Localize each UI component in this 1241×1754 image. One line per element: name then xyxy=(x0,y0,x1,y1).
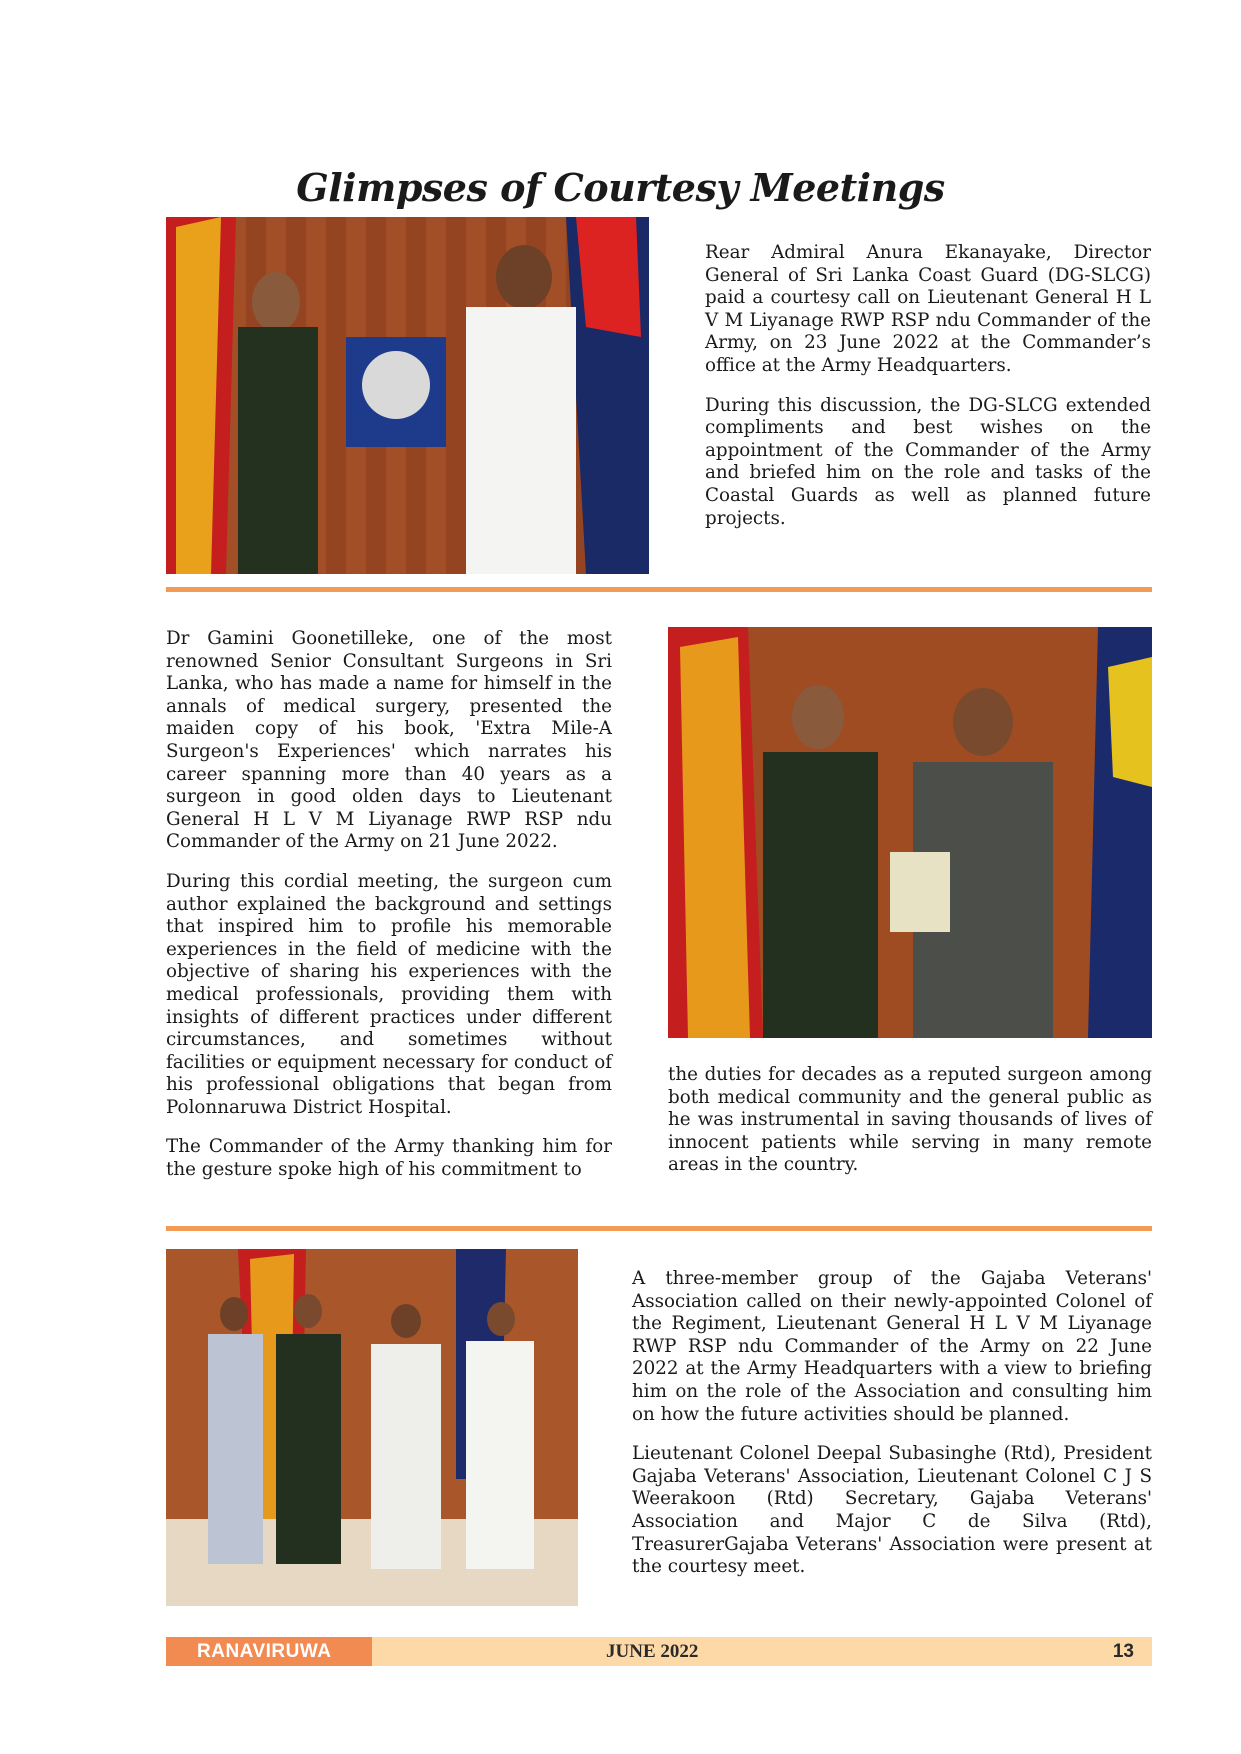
page-title: Glimpses of Courtesy Meetings xyxy=(296,165,945,211)
section1-paragraph: During this discussion, the DG-SLCG extended compliments and best wishes on the appointment of the Commander of the Army and briefed him on the role and tasks of the Coastal Guards as well as planned future projects. xyxy=(705,394,1151,529)
page-footer xyxy=(166,1637,1152,1666)
section2-paragraph: The Commander of the Army thanking him for the gesture spoke high of his commitment to xyxy=(166,1136,612,1181)
section2-paragraph: Dr Gamini Goonetilleke, one of the most renowned Senior Consultant Surgeons in Sri Lanka, who has made a name for himself in the annals of medical surgery, presented the maiden copy of his book, 'Extra Mile-A Surgeon's Experiences' which narrates his career spanning more than 40 years as a surgeon in good olden days to Lieutenant General H L V M Liyanage RWP RSP ndu Commander of the Army on 21 June 2022. xyxy=(166,628,612,853)
section1-paragraph: Rear Admiral Anura Ekanayake, Director General of Sri Lanka Coast Guard (DG-SLCG) paid a courtesy call on Lieutenant General H L V M Liyanage RWP RSP ndu Commander of the Army, on 23 June 2022 at the Commander’s office at the Army Headquarters. xyxy=(705,242,1151,376)
section-divider xyxy=(166,1226,1152,1231)
section2-left-text xyxy=(166,628,612,1199)
section-divider xyxy=(166,587,1152,592)
photo-coast-guard-meeting xyxy=(166,217,649,574)
section2-right-text xyxy=(668,1064,1152,1194)
section2-paragraph: During this cordial meeting, the surgeon cum author explained the background and settings that inspired him to profile his memorable experiences in the field of medicine with the objective of sharing his experiences with the medical professionals, providing them with insights of different practices under different circumstances, and sometimes without facilities or equipment necessary for conduct of his professional obligations that began from Polonnaruwa District Hospital. xyxy=(166,870,612,1118)
section3-paragraph: A three-member group of the Gajaba Veterans' Association called on their newly-appointed Colonel of the Regiment, Lieutenant General H L V M Liyanage RWP RSP ndu Commander of the Army on 22 June 2022 at the Army Headquarters with a view to briefing him on the role of the Association and consulting him on how the future activities should be planned. xyxy=(632,1268,1152,1425)
footer-brand: RANAVIRUWA xyxy=(166,1637,372,1666)
photo-book-presentation xyxy=(668,627,1152,1038)
page-number: 13 xyxy=(1112,1641,1134,1662)
section3-paragraph: Lieutenant Colonel Deepal Subasinghe (Rtd), President Gajaba Veterans' Association, Lieutenant Colonel C J S Weerakoon (Rtd) Secretary, Gajaba Veterans' Association and Major C de Silva (Rtd), TreasurerGajaba Veterans' Association were present at the courtesy meet. xyxy=(632,1443,1152,1578)
section1-text xyxy=(705,242,1151,547)
photo-gajaba-veterans xyxy=(166,1249,578,1606)
section2-paragraph: the duties for decades as a reputed surgeon among both medical community and the general public as he was instrumental in saving thousands of lives of innocent patients while serving in many remote areas in the country. xyxy=(668,1064,1152,1176)
section3-text xyxy=(632,1268,1152,1596)
footer-date: JUNE 2022 xyxy=(606,1641,699,1662)
